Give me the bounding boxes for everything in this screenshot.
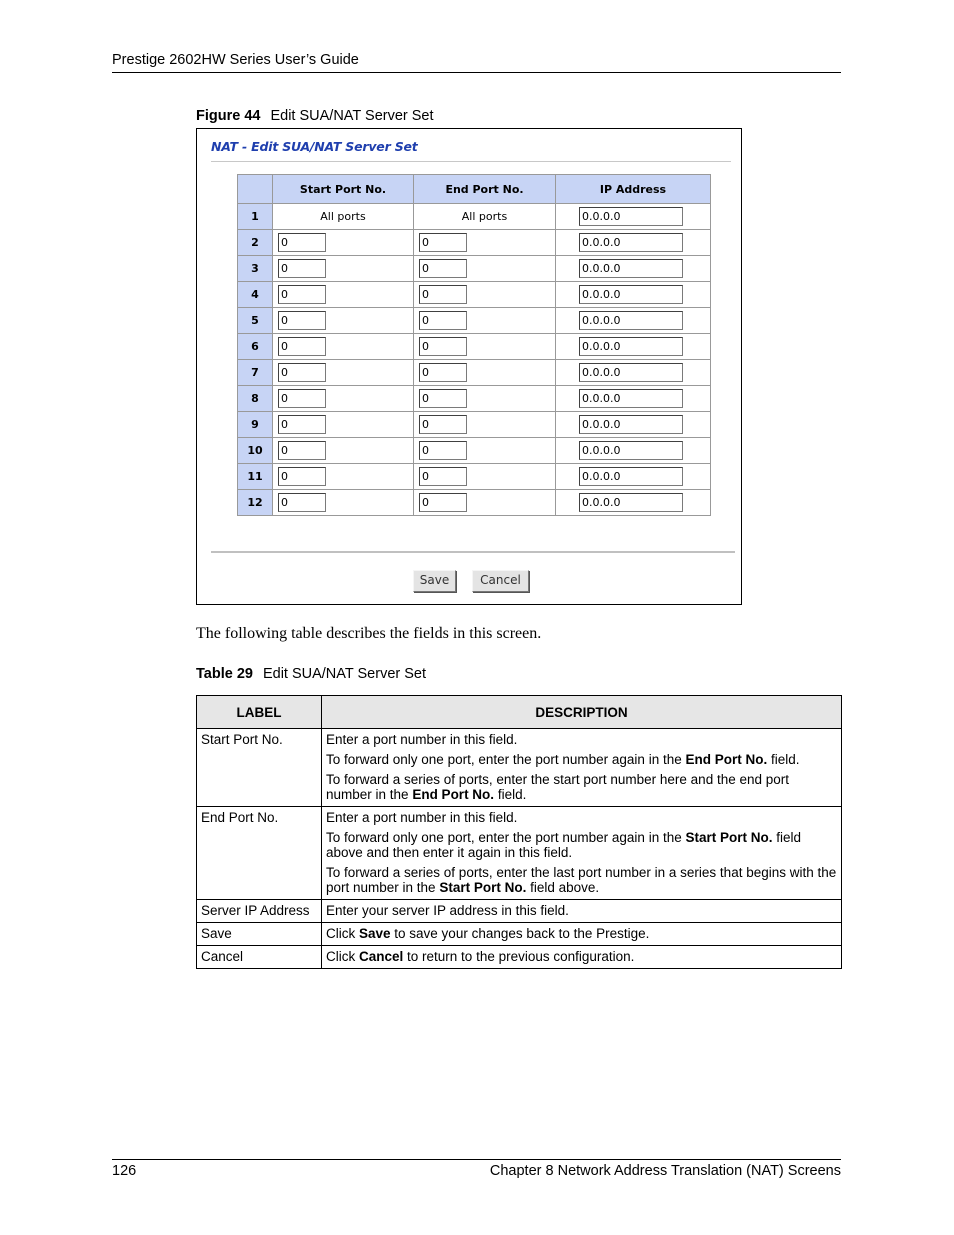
end-port-cell xyxy=(414,490,556,516)
row-number: 11 xyxy=(238,464,273,490)
chapter-title: Chapter 8 Network Address Translation (NAT) Screens xyxy=(489,1163,841,1179)
start-port-input[interactable]: 0 xyxy=(278,337,326,356)
page-header xyxy=(112,52,841,73)
end-port-input[interactable]: 0 xyxy=(419,337,467,356)
page-number: 126 xyxy=(112,1163,137,1179)
row-number: 6 xyxy=(238,334,273,360)
header-label: LABEL xyxy=(197,696,322,729)
table-body xyxy=(238,204,711,516)
table-caption-text: Edit SUA/NAT Server Set xyxy=(262,666,427,682)
bold-term: Cancel xyxy=(359,949,404,964)
description-row xyxy=(197,807,842,900)
bold-term: End Port No. xyxy=(685,752,768,767)
description-text: field above. xyxy=(526,880,600,895)
start-port-cell xyxy=(273,464,414,490)
start-port-cell xyxy=(273,412,414,438)
ip-address-cell xyxy=(556,230,711,256)
end-port-cell xyxy=(414,412,556,438)
column-header-ip-address: IP Address xyxy=(556,175,711,204)
description-paragraph xyxy=(326,752,837,767)
description-text: Enter a port number in this field. xyxy=(326,810,518,825)
description-text: field above and then enter it again in this field. xyxy=(326,830,802,860)
table-row xyxy=(238,230,711,256)
header-description: DESCRIPTION xyxy=(322,696,842,729)
description-text: To forward a series of ports, enter the start port number here and the end port number in the xyxy=(326,772,790,802)
end-port-input[interactable]: 0 xyxy=(419,493,467,512)
description-paragraph xyxy=(326,810,837,825)
start-port-cell xyxy=(273,256,414,282)
end-port-input[interactable]: 0 xyxy=(419,415,467,434)
table-row xyxy=(238,490,711,516)
start-port-input[interactable]: 0 xyxy=(278,389,326,408)
end-port-input[interactable]: 0 xyxy=(419,311,467,330)
start-port-cell xyxy=(273,490,414,516)
end-port-input[interactable]: 0 xyxy=(419,389,467,408)
figure-caption-text: Edit SUA/NAT Server Set xyxy=(270,108,434,124)
ip-address-cell xyxy=(556,204,711,230)
row-number: 9 xyxy=(238,412,273,438)
ip-address-input[interactable]: 0.0.0.0 xyxy=(579,337,683,356)
row-number: 10 xyxy=(238,438,273,464)
description-text: Enter a port number in this field. xyxy=(326,732,518,747)
end-port-cell xyxy=(414,282,556,308)
divider xyxy=(211,551,735,553)
description-text: To forward a series of ports, enter the last port number in a series that begins with the port number in the xyxy=(326,865,837,895)
description-paragraph xyxy=(326,865,837,895)
ip-address-input[interactable]: 0.0.0.0 xyxy=(579,285,683,304)
ip-address-input[interactable]: 0.0.0.0 xyxy=(579,259,683,278)
description-text: Click xyxy=(326,926,359,941)
end-port-input[interactable]: 0 xyxy=(419,467,467,486)
table-label: Table 29 xyxy=(196,666,253,682)
ip-address-input[interactable]: 0.0.0.0 xyxy=(579,311,683,330)
field-description xyxy=(322,923,842,946)
end-port-cell xyxy=(414,438,556,464)
ip-address-cell xyxy=(556,438,711,464)
row-number: 8 xyxy=(238,386,273,412)
description-paragraph xyxy=(326,830,837,860)
table-row xyxy=(238,308,711,334)
nat-screen xyxy=(196,128,742,605)
cancel-button[interactable]: Cancel xyxy=(472,570,529,592)
start-port-cell xyxy=(273,230,414,256)
row-number: 2 xyxy=(238,230,273,256)
table-row xyxy=(238,256,711,282)
description-text: to return to the previous configuration. xyxy=(403,949,635,964)
column-header-end-port: End Port No. xyxy=(414,175,556,204)
screen-title: NAT - Edit SUA/NAT Server Set xyxy=(211,139,418,154)
start-port-cell xyxy=(273,204,414,230)
row-number: 4 xyxy=(238,282,273,308)
end-port-cell xyxy=(414,230,556,256)
description-paragraph xyxy=(326,732,837,747)
description-text: Click xyxy=(326,949,359,964)
table-row xyxy=(238,204,711,230)
start-port-cell xyxy=(273,360,414,386)
figure-caption xyxy=(196,108,434,124)
end-port-cell xyxy=(414,360,556,386)
description-paragraph xyxy=(326,903,837,918)
description-row xyxy=(197,729,842,807)
guide-title: Prestige 2602HW Series User’s Guide xyxy=(112,52,359,68)
description-text: to save your changes back to the Prestige. xyxy=(390,926,650,941)
description-paragraph xyxy=(326,772,837,802)
start-port-text: All ports xyxy=(320,210,366,223)
ip-address-cell xyxy=(556,256,711,282)
table-row xyxy=(238,334,711,360)
start-port-cell xyxy=(273,334,414,360)
field-label: Cancel xyxy=(197,946,322,969)
ip-address-cell xyxy=(556,282,711,308)
end-port-cell xyxy=(414,308,556,334)
ip-address-input[interactable]: 0.0.0.0 xyxy=(579,207,683,226)
field-label: Start Port No. xyxy=(197,729,322,807)
row-number: 3 xyxy=(238,256,273,282)
end-port-cell xyxy=(414,256,556,282)
end-port-input[interactable]: 0 xyxy=(419,259,467,278)
end-port-input[interactable]: 0 xyxy=(419,233,467,252)
bold-term: Save xyxy=(359,926,391,941)
field-label: Save xyxy=(197,923,322,946)
intro-text: The following table describes the fields in this screen. xyxy=(196,625,542,642)
table-row xyxy=(238,464,711,490)
start-port-input[interactable]: 0 xyxy=(278,467,326,486)
start-port-input[interactable]: 0 xyxy=(278,233,326,252)
ip-address-input[interactable]: 0.0.0.0 xyxy=(579,389,683,408)
field-description xyxy=(322,807,842,900)
start-port-cell xyxy=(273,282,414,308)
start-port-input[interactable]: 0 xyxy=(278,311,326,330)
ip-address-input[interactable]: 0.0.0.0 xyxy=(579,441,683,460)
description-text: field. xyxy=(767,752,800,767)
page-footer xyxy=(112,1159,841,1179)
ip-address-input[interactable]: 0.0.0.0 xyxy=(579,363,683,382)
field-label: Server IP Address xyxy=(197,900,322,923)
start-port-input[interactable]: 0 xyxy=(278,415,326,434)
ip-address-cell xyxy=(556,308,711,334)
bold-term: End Port No. xyxy=(412,787,495,802)
start-port-input[interactable]: 0 xyxy=(278,259,326,278)
field-description xyxy=(322,900,842,923)
row-number: 5 xyxy=(238,308,273,334)
ip-address-cell xyxy=(556,334,711,360)
ip-address-cell xyxy=(556,386,711,412)
table-row xyxy=(238,360,711,386)
divider xyxy=(211,161,731,162)
description-text: field. xyxy=(494,787,527,802)
end-port-text: All ports xyxy=(461,210,508,223)
end-port-cell xyxy=(414,334,556,360)
end-port-input[interactable]: 0 xyxy=(419,441,467,460)
start-port-cell xyxy=(273,438,414,464)
table-row xyxy=(238,386,711,412)
server-set-table xyxy=(237,174,711,516)
table-header-row xyxy=(238,175,711,204)
ip-address-input[interactable]: 0.0.0.0 xyxy=(579,467,683,486)
ip-address-input[interactable]: 0.0.0.0 xyxy=(579,233,683,252)
save-button[interactable]: Save xyxy=(413,570,456,592)
ip-address-cell xyxy=(556,464,711,490)
ip-address-cell xyxy=(556,490,711,516)
description-text: Enter your server IP address in this field. xyxy=(326,903,569,918)
column-header-number xyxy=(238,175,273,204)
end-port-cell xyxy=(414,386,556,412)
start-port-input[interactable]: 0 xyxy=(278,363,326,382)
description-row xyxy=(197,900,842,923)
description-row xyxy=(197,946,842,969)
ip-address-cell xyxy=(556,360,711,386)
start-port-cell xyxy=(273,308,414,334)
description-body xyxy=(197,729,842,969)
end-port-cell xyxy=(414,464,556,490)
bold-term: Start Port No. xyxy=(685,830,773,845)
description-text: To forward only one port, enter the port number again in the xyxy=(326,830,686,845)
table-row xyxy=(238,282,711,308)
row-number: 12 xyxy=(238,490,273,516)
start-port-input[interactable]: 0 xyxy=(278,493,326,512)
field-description xyxy=(322,729,842,807)
row-number: 7 xyxy=(238,360,273,386)
description-paragraph xyxy=(326,926,837,941)
end-port-cell xyxy=(414,204,556,230)
end-port-input[interactable]: 0 xyxy=(419,363,467,382)
description-row xyxy=(197,923,842,946)
row-number: 1 xyxy=(238,204,273,230)
field-description xyxy=(322,946,842,969)
description-header-row xyxy=(197,696,842,729)
column-header-start-port: Start Port No. xyxy=(273,175,414,204)
table-caption xyxy=(196,666,426,682)
ip-address-input[interactable]: 0.0.0.0 xyxy=(579,493,683,512)
figure-label: Figure 44 xyxy=(196,108,261,124)
start-port-input[interactable]: 0 xyxy=(278,285,326,304)
description-table xyxy=(196,695,842,969)
table-row xyxy=(238,438,711,464)
description-paragraph xyxy=(326,949,837,964)
start-port-cell xyxy=(273,386,414,412)
bold-term: Start Port No. xyxy=(439,880,527,895)
end-port-input[interactable]: 0 xyxy=(419,285,467,304)
ip-address-input[interactable]: 0.0.0.0 xyxy=(579,415,683,434)
description-text: To forward only one port, enter the port number again in the xyxy=(326,752,686,767)
start-port-input[interactable]: 0 xyxy=(278,441,326,460)
field-label: End Port No. xyxy=(197,807,322,900)
table-row xyxy=(238,412,711,438)
ip-address-cell xyxy=(556,412,711,438)
